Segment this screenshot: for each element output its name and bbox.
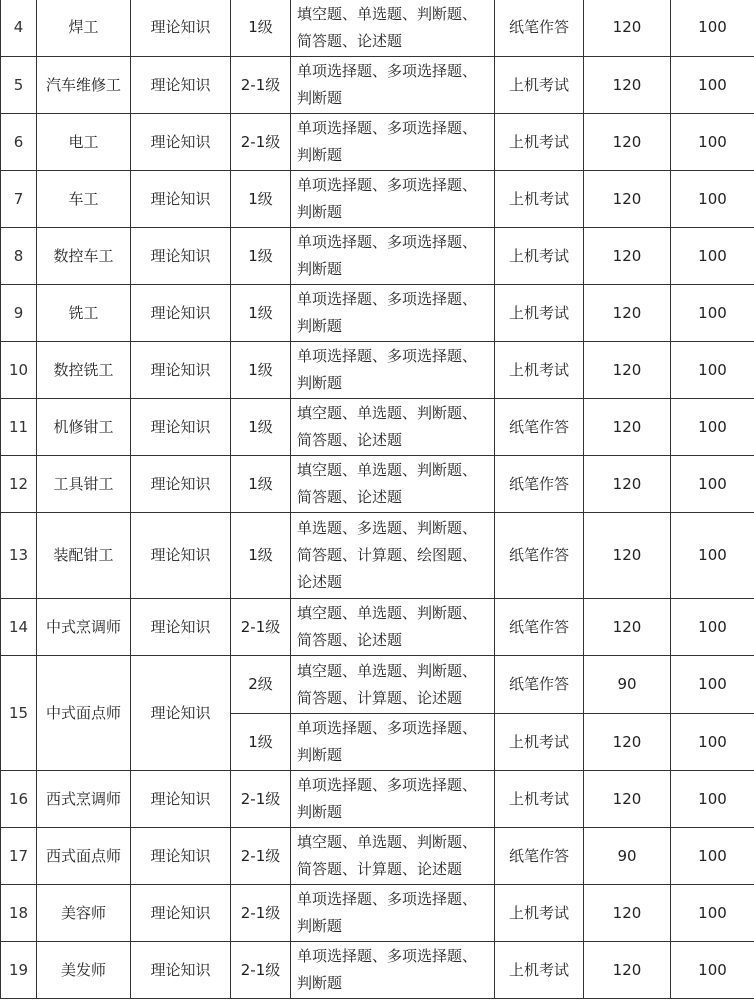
exam-method: 纸笔作答 xyxy=(495,513,584,599)
skill-level: 2-1级 xyxy=(231,828,291,885)
full-score: 100 xyxy=(671,885,754,942)
occupation-name: 中式烹调师 xyxy=(37,599,131,656)
row-number: 16 xyxy=(1,771,37,828)
question-types: 单选题、多选题、判断题、简答题、计算题、绘图题、论述题 xyxy=(291,513,495,599)
question-types: 单项选择题、多项选择题、判断题 xyxy=(291,942,495,999)
question-types: 填空题、单选题、判断题、简答题、论述题 xyxy=(291,0,495,57)
exam-category: 理论知识 xyxy=(131,171,231,228)
occupation-name: 数控车工 xyxy=(37,228,131,285)
full-score: 100 xyxy=(671,714,754,771)
skill-level: 1级 xyxy=(231,171,291,228)
full-score: 100 xyxy=(671,771,754,828)
exam-method: 纸笔作答 xyxy=(495,828,584,885)
row-number: 7 xyxy=(1,171,37,228)
full-score: 100 xyxy=(671,399,754,456)
exam-method: 纸笔作答 xyxy=(495,456,584,513)
exam-duration: 120 xyxy=(584,885,671,942)
row-number: 15 xyxy=(1,656,37,771)
occupation-name: 西式烹调师 xyxy=(37,771,131,828)
exam-method: 纸笔作答 xyxy=(495,0,584,57)
exam-duration: 120 xyxy=(584,771,671,828)
exam-duration: 120 xyxy=(584,57,671,114)
exam-duration: 120 xyxy=(584,114,671,171)
row-number: 6 xyxy=(1,114,37,171)
exam-table-body xyxy=(1,0,754,999)
exam-method: 纸笔作答 xyxy=(495,399,584,456)
exam-method: 上机考试 xyxy=(495,57,584,114)
table-row xyxy=(1,342,754,399)
exam-duration: 120 xyxy=(584,285,671,342)
exam-method: 上机考试 xyxy=(495,114,584,171)
occupation-name: 车工 xyxy=(37,171,131,228)
table-row xyxy=(1,57,754,114)
occupation-name: 中式面点师 xyxy=(37,656,131,771)
exam-category: 理论知识 xyxy=(131,0,231,57)
skill-level: 1级 xyxy=(231,342,291,399)
exam-category: 理论知识 xyxy=(131,399,231,456)
table-row xyxy=(1,399,754,456)
question-types: 单项选择题、多项选择题、判断题 xyxy=(291,342,495,399)
occupation-name: 电工 xyxy=(37,114,131,171)
question-types: 填空题、单选题、判断题、简答题、论述题 xyxy=(291,599,495,656)
exam-method: 上机考试 xyxy=(495,171,584,228)
row-number: 12 xyxy=(1,456,37,513)
exam-duration: 120 xyxy=(584,171,671,228)
exam-category: 理论知识 xyxy=(131,828,231,885)
exam-category: 理论知识 xyxy=(131,771,231,828)
exam-duration: 120 xyxy=(584,513,671,599)
table-row xyxy=(1,771,754,828)
occupation-name: 焊工 xyxy=(37,0,131,57)
occupation-name: 西式面点师 xyxy=(37,828,131,885)
question-types: 单项选择题、多项选择题、判断题 xyxy=(291,771,495,828)
question-types: 填空题、单选题、判断题、简答题、论述题 xyxy=(291,456,495,513)
skill-level: 2-1级 xyxy=(231,114,291,171)
question-types: 单项选择题、多项选择题、判断题 xyxy=(291,285,495,342)
exam-method: 上机考试 xyxy=(495,771,584,828)
skill-level: 1级 xyxy=(231,456,291,513)
table-row xyxy=(1,599,754,656)
full-score: 100 xyxy=(671,171,754,228)
exam-method: 纸笔作答 xyxy=(495,599,584,656)
table-row xyxy=(1,885,754,942)
row-number: 4 xyxy=(1,0,37,57)
exam-duration: 90 xyxy=(584,656,671,714)
full-score: 100 xyxy=(671,0,754,57)
exam-duration: 120 xyxy=(584,342,671,399)
row-number: 14 xyxy=(1,599,37,656)
exam-category: 理论知识 xyxy=(131,114,231,171)
question-types: 单项选择题、多项选择题、判断题 xyxy=(291,714,495,771)
skill-level: 2-1级 xyxy=(231,771,291,828)
skill-level: 1级 xyxy=(231,0,291,57)
occupation-name: 美发师 xyxy=(37,942,131,999)
question-types: 填空题、单选题、判断题、简答题、计算题、论述题 xyxy=(291,828,495,885)
row-number: 18 xyxy=(1,885,37,942)
exam-method: 上机考试 xyxy=(495,342,584,399)
skill-level: 1级 xyxy=(231,285,291,342)
exam-method: 上机考试 xyxy=(495,714,584,771)
skill-level: 1级 xyxy=(231,228,291,285)
full-score: 100 xyxy=(671,599,754,656)
skill-level: 2-1级 xyxy=(231,942,291,999)
row-number: 11 xyxy=(1,399,37,456)
exam-duration: 120 xyxy=(584,942,671,999)
full-score: 100 xyxy=(671,114,754,171)
exam-category: 理论知识 xyxy=(131,942,231,999)
table-row xyxy=(1,456,754,513)
exam-duration: 120 xyxy=(584,714,671,771)
row-number: 9 xyxy=(1,285,37,342)
table-row xyxy=(1,828,754,885)
skill-level: 1级 xyxy=(231,513,291,599)
table-row xyxy=(1,513,754,599)
exam-category: 理论知识 xyxy=(131,342,231,399)
exam-method: 上机考试 xyxy=(495,228,584,285)
question-types: 填空题、单选题、判断题、简答题、论述题 xyxy=(291,399,495,456)
exam-category: 理论知识 xyxy=(131,885,231,942)
occupation-name: 装配钳工 xyxy=(37,513,131,599)
skill-level: 2级 xyxy=(231,656,291,714)
table-row xyxy=(1,171,754,228)
full-score: 100 xyxy=(671,513,754,599)
row-number: 13 xyxy=(1,513,37,599)
exam-duration: 120 xyxy=(584,456,671,513)
table-row xyxy=(1,0,754,57)
exam-category: 理论知识 xyxy=(131,513,231,599)
occupation-name: 汽车维修工 xyxy=(37,57,131,114)
table-row xyxy=(1,656,754,714)
row-number: 17 xyxy=(1,828,37,885)
row-number: 5 xyxy=(1,57,37,114)
row-number: 8 xyxy=(1,228,37,285)
full-score: 100 xyxy=(671,57,754,114)
exam-duration: 90 xyxy=(584,828,671,885)
exam-duration: 120 xyxy=(584,0,671,57)
full-score: 100 xyxy=(671,456,754,513)
exam-category: 理论知识 xyxy=(131,599,231,656)
row-number: 10 xyxy=(1,342,37,399)
full-score: 100 xyxy=(671,342,754,399)
question-types: 单项选择题、多项选择题、判断题 xyxy=(291,57,495,114)
table-row xyxy=(1,228,754,285)
skill-level: 2-1级 xyxy=(231,599,291,656)
exam-duration: 120 xyxy=(584,399,671,456)
occupation-name: 美容师 xyxy=(37,885,131,942)
occupation-name: 工具钳工 xyxy=(37,456,131,513)
question-types: 单项选择题、多项选择题、判断题 xyxy=(291,114,495,171)
exam-category: 理论知识 xyxy=(131,456,231,513)
occupation-name: 铣工 xyxy=(37,285,131,342)
exam-method: 上机考试 xyxy=(495,885,584,942)
skill-level: 1级 xyxy=(231,714,291,771)
question-types: 单项选择题、多项选择题、判断题 xyxy=(291,885,495,942)
table-row xyxy=(1,114,754,171)
skill-level: 2-1级 xyxy=(231,57,291,114)
exam-category: 理论知识 xyxy=(131,656,231,771)
full-score: 100 xyxy=(671,942,754,999)
row-number: 19 xyxy=(1,942,37,999)
exam-category: 理论知识 xyxy=(131,57,231,114)
exam-method: 纸笔作答 xyxy=(495,656,584,714)
exam-duration: 120 xyxy=(584,599,671,656)
full-score: 100 xyxy=(671,656,754,714)
exam-category: 理论知识 xyxy=(131,285,231,342)
full-score: 100 xyxy=(671,828,754,885)
exam-duration: 120 xyxy=(584,228,671,285)
exam-method: 上机考试 xyxy=(495,942,584,999)
full-score: 100 xyxy=(671,285,754,342)
table-row xyxy=(1,942,754,999)
question-types: 填空题、单选题、判断题、简答题、计算题、论述题 xyxy=(291,656,495,714)
question-types: 单项选择题、多项选择题、判断题 xyxy=(291,171,495,228)
skill-level: 1级 xyxy=(231,399,291,456)
full-score: 100 xyxy=(671,228,754,285)
table-row xyxy=(1,285,754,342)
occupation-name: 数控铣工 xyxy=(37,342,131,399)
exam-method: 上机考试 xyxy=(495,285,584,342)
occupation-name: 机修钳工 xyxy=(37,399,131,456)
question-types: 单项选择题、多项选择题、判断题 xyxy=(291,228,495,285)
skill-level: 2-1级 xyxy=(231,885,291,942)
exam-category: 理论知识 xyxy=(131,228,231,285)
